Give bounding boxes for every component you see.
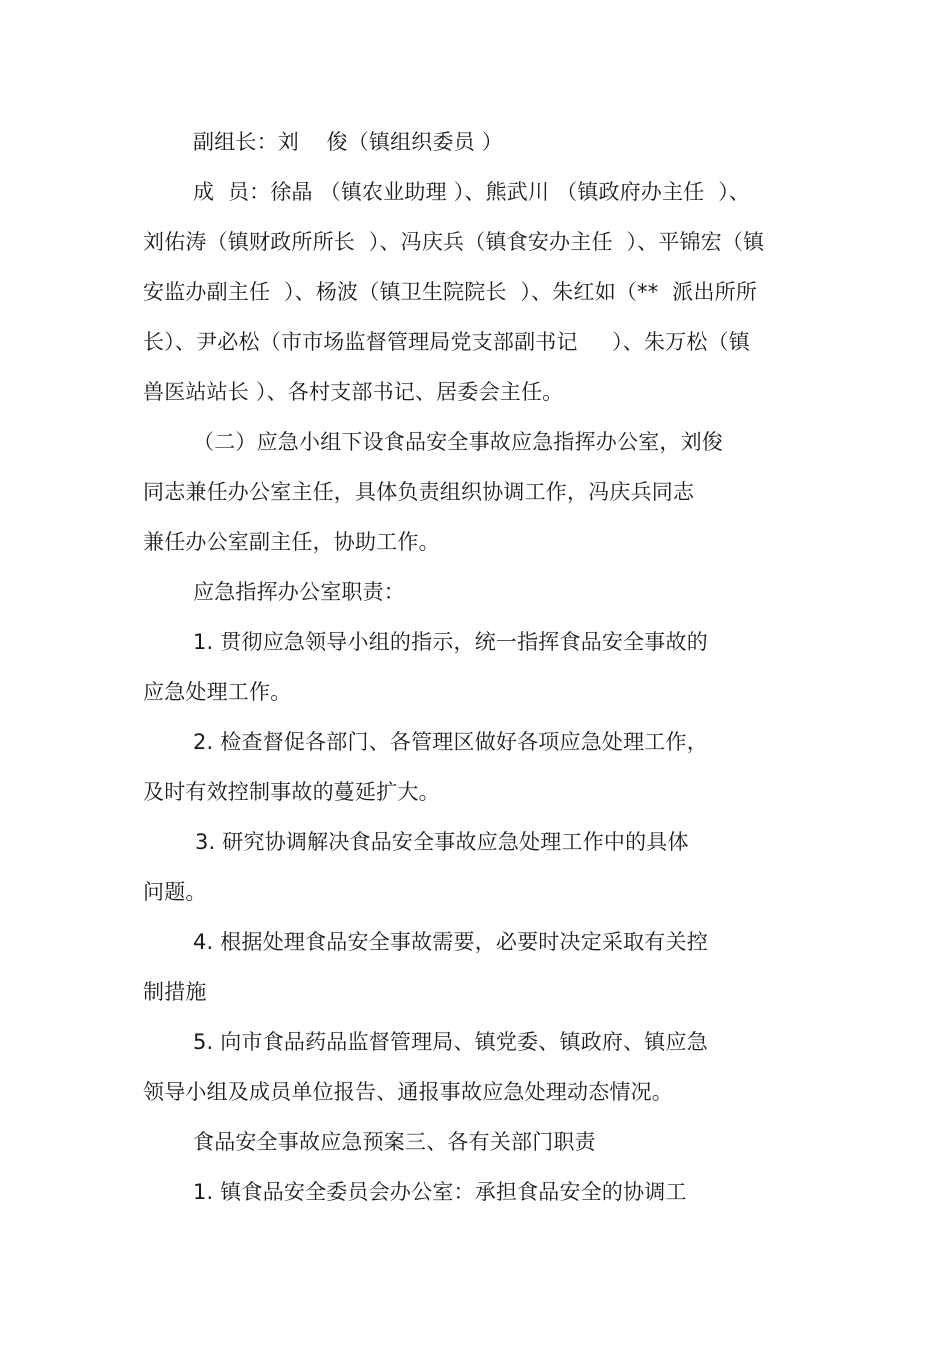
text-line: 问题。 (143, 880, 207, 904)
text-line: 应急处理工作。 (143, 680, 292, 704)
text-line: 兽医站站长 ）、各村支部书记、居委会主任。 (143, 380, 564, 404)
text-line: 3. 研究协调解决食品安全事故应急处理工作中的具体 (195, 830, 689, 854)
text-line: 刘佑涛（镇财政所所长 ）、冯庆兵（镇食安办主任 ）、平锦宏（镇 (143, 230, 765, 254)
text-line: 4. 根据处理食品安全事故需要，必要时决定采取有关控 (193, 930, 708, 954)
text-line: 同志兼任办公室主任，具体负责组织协调工作，冯庆兵同志 (143, 480, 695, 504)
text-line: 副组长：刘 俊（镇组织委员 ） (193, 130, 503, 154)
text-line: （二）应急小组下设食品安全事故应急指挥办公室，刘俊 (193, 430, 723, 454)
text-line: 应急指挥办公室职责： (193, 580, 405, 604)
text-line: 兼任办公室副主任，协助工作。 (143, 530, 440, 554)
text-line: 2. 检查督促各部门、各管理区做好各项应急处理工作， (193, 730, 708, 754)
text-line: 安监办副主任 ）、杨波（镇卫生院院长 ）、朱红如（** 派出所所 (143, 280, 758, 304)
text-line: 领导小组及成员单位报告、通报事故应急处理动态情况。 (143, 1080, 673, 1104)
text-line: 5. 向市食品药品监督管理局、镇党委、镇政府、镇应急 (193, 1030, 708, 1054)
text-line: 制措施 (143, 980, 207, 1004)
text-line: 1. 镇食品安全委员会办公室：承担食品安全的协调工 (193, 1180, 687, 1204)
text-line: 及时有效控制事故的蔓延扩大。 (143, 780, 440, 804)
text-line: 成 员：徐晶 （镇农业助理 ）、熊武川 （镇政府办主任 ）、 (193, 180, 751, 204)
text-line: 1. 贯彻应急领导小组的指示，统一指挥食品安全事故的 (193, 630, 708, 654)
text-line: 食品安全事故应急预案三、各有关部门职责 (193, 1130, 596, 1154)
text-line: 长）、尹必松（市市场监督管理局党支部副书记 ）、朱万松（镇 (143, 330, 750, 354)
